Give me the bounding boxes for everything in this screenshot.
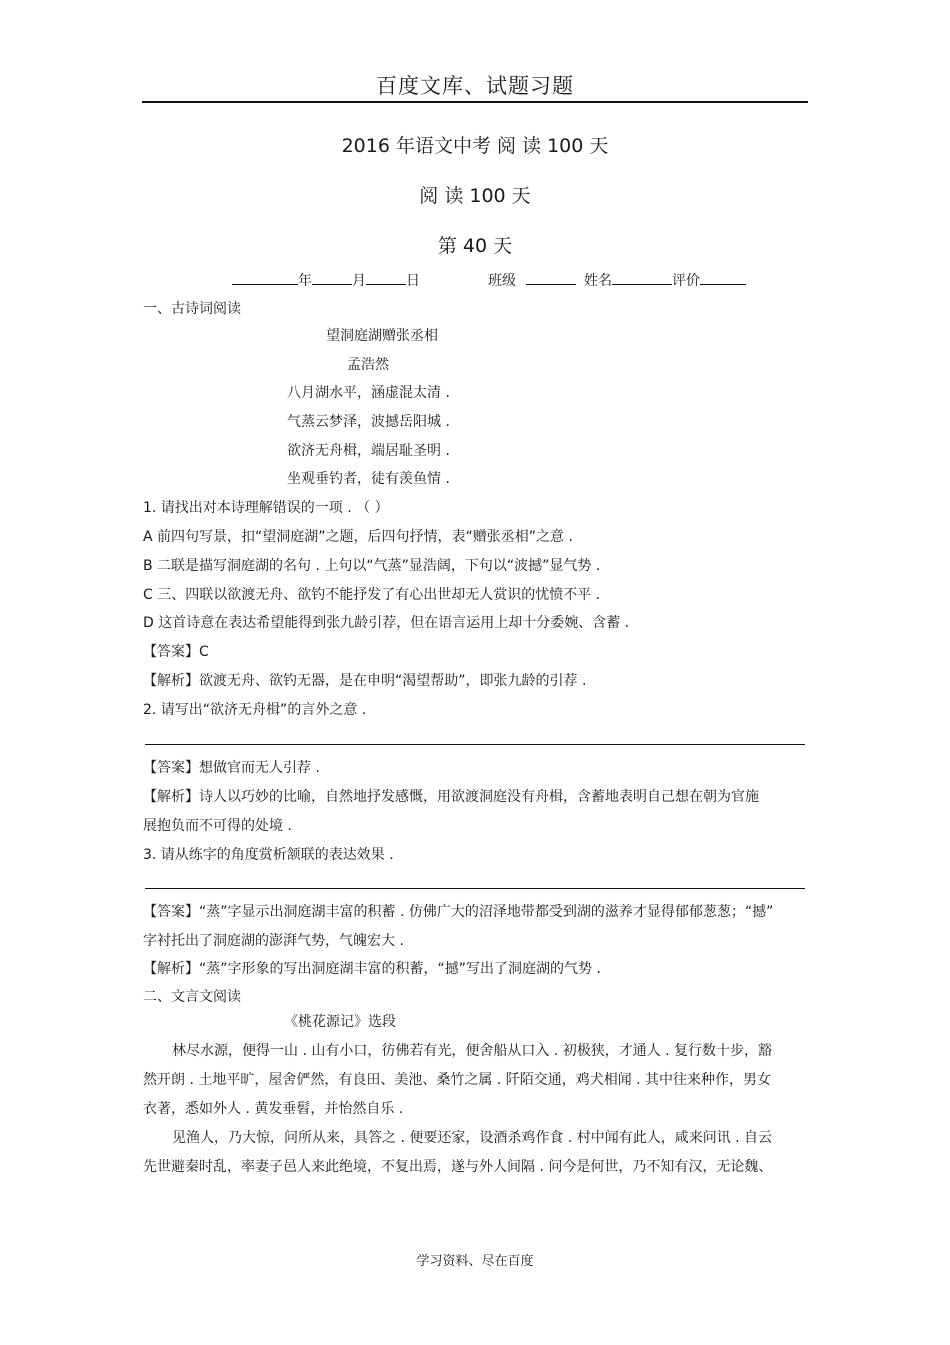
class-blank[interactable] — [526, 270, 576, 285]
passage-line: 先世避秦时乱，率妻子邑人来此绝境，不复出焉，遂与外人间隔 . 问今是何世，乃不知有汉，无论魏、 — [143, 1159, 773, 1175]
document-subtitle: 阅 读 100 天 — [419, 185, 531, 207]
explanation-2-line-2: 展抱负而不可得的处境 . — [143, 818, 292, 834]
option-a: A 前四句写景，扣“望洞庭湖”之题，后四句抒情，表“赠张丞相”之意 . — [143, 529, 573, 545]
day-blank[interactable] — [366, 270, 406, 285]
month-blank[interactable] — [312, 270, 352, 285]
answer-line-3[interactable] — [145, 888, 805, 889]
answer-3-line-1: 【答案】“蒸”字显示出洞庭湖丰富的积蓄 . 仿佛广大的沼泽地带都受到湖的滋养才显得郁郁葱葱；“撼” — [143, 904, 774, 920]
answer-3-line-2: 字衬托出了洞庭湖的澎湃气势，气魄宏大 . — [143, 933, 404, 949]
class-label: 班级 — [488, 273, 516, 289]
eval-label: 评价 — [672, 273, 700, 289]
day-label: 第 40 天 — [437, 235, 513, 257]
answer-1: 【答案】C — [143, 644, 209, 660]
option-d: D 这首诗意在表达希望能得到张九龄引荐，但在语言运用上却十分委婉、含蓄 . — [143, 615, 630, 631]
poem-line: 气蒸云梦泽，波撼岳阳城 . — [287, 414, 450, 430]
passage-line: 衣著，悉如外人 . 黄发垂髫，并怡然自乐 . — [143, 1101, 404, 1117]
question-2: 2. 请写出“欲济无舟楫”的言外之意 . — [143, 702, 367, 718]
month-label: 月 — [352, 273, 366, 289]
option-c: C 三、四联以欲渡无舟、欲钓不能抒发了有心出世却无人赏识的忧愤不平 . — [143, 587, 601, 603]
section-2-heading: 二、文言文阅读 — [143, 989, 241, 1005]
explanation-1: 【解析】欲渡无舟、欲钓无器，是在申明“渴望帮助”，即张九龄的引荐 . — [143, 673, 587, 689]
passage-line: 见渔人，乃大惊，问所从来，具答之 . 便要还家，设酒杀鸡作食 . 村中闻有此人，咸来问讯 . 自云 — [172, 1130, 773, 1146]
explanation-3: 【解析】“蒸”字形象的写出洞庭湖丰富的积蓄，“撼”写出了洞庭湖的气势 . — [143, 961, 601, 977]
section-1-heading: 一、古诗词阅读 — [143, 301, 241, 317]
option-b: B 二联是描写洞庭湖的名句 . 上句以“气蒸”显浩阔，下句以“波撼”显气势 . — [143, 558, 601, 574]
passage-title: 《桃花源记》选段 — [284, 1014, 396, 1030]
answer-line-2[interactable] — [145, 744, 805, 745]
day-label-info: 日 — [406, 273, 420, 289]
passage-line: 林尽水源，便得一山 . 山有小口，彷佛若有光，便舍船从口入 . 初极狭，才通人 . 复行数十步，豁 — [172, 1043, 773, 1059]
poem-author: 孟浩然 — [347, 357, 389, 373]
question-1: 1. 请找出对本诗理解错误的一项 . （ ） — [143, 500, 389, 516]
poem-line: 坐观垂钓者，徒有羡鱼情 . — [287, 471, 450, 487]
document-title: 2016 年语文中考 阅 读 100 天 — [341, 135, 609, 157]
page-footer: 学习资料、尽在百度 — [416, 1254, 534, 1269]
poem-line: 八月湖水平，涵虚混太清 . — [287, 385, 450, 401]
poem-title: 望洞庭湖赠张丞相 — [326, 328, 438, 344]
eval-blank[interactable] — [700, 270, 746, 285]
explanation-2-line-1: 【解析】诗人以巧妙的比喻，自然地抒发感慨，用欲渡洞庭没有舟楫，含蓄地表明自己想在朝为官施 — [143, 789, 759, 805]
name-label: 姓名 — [584, 273, 612, 289]
page-header: 百度文库、试题习题 — [376, 74, 574, 98]
poem-line: 欲济无舟楫，端居耻圣明 . — [287, 443, 450, 459]
question-3: 3. 请从练字的角度赏析颔联的表达效果 . — [143, 847, 394, 863]
name-blank[interactable] — [612, 270, 672, 285]
passage-line: 然开朗 . 土地平旷，屋舍俨然，有良田、美池、桑竹之属 . 阡陌交通，鸡犬相闻 . 其中往来种作，男女 — [143, 1072, 772, 1088]
answer-2: 【答案】想做官而无人引荐 . — [143, 760, 320, 776]
header-rule — [142, 101, 808, 103]
year-blank[interactable] — [232, 270, 298, 285]
info-line — [232, 270, 746, 290]
year-label: 年 — [298, 273, 312, 289]
